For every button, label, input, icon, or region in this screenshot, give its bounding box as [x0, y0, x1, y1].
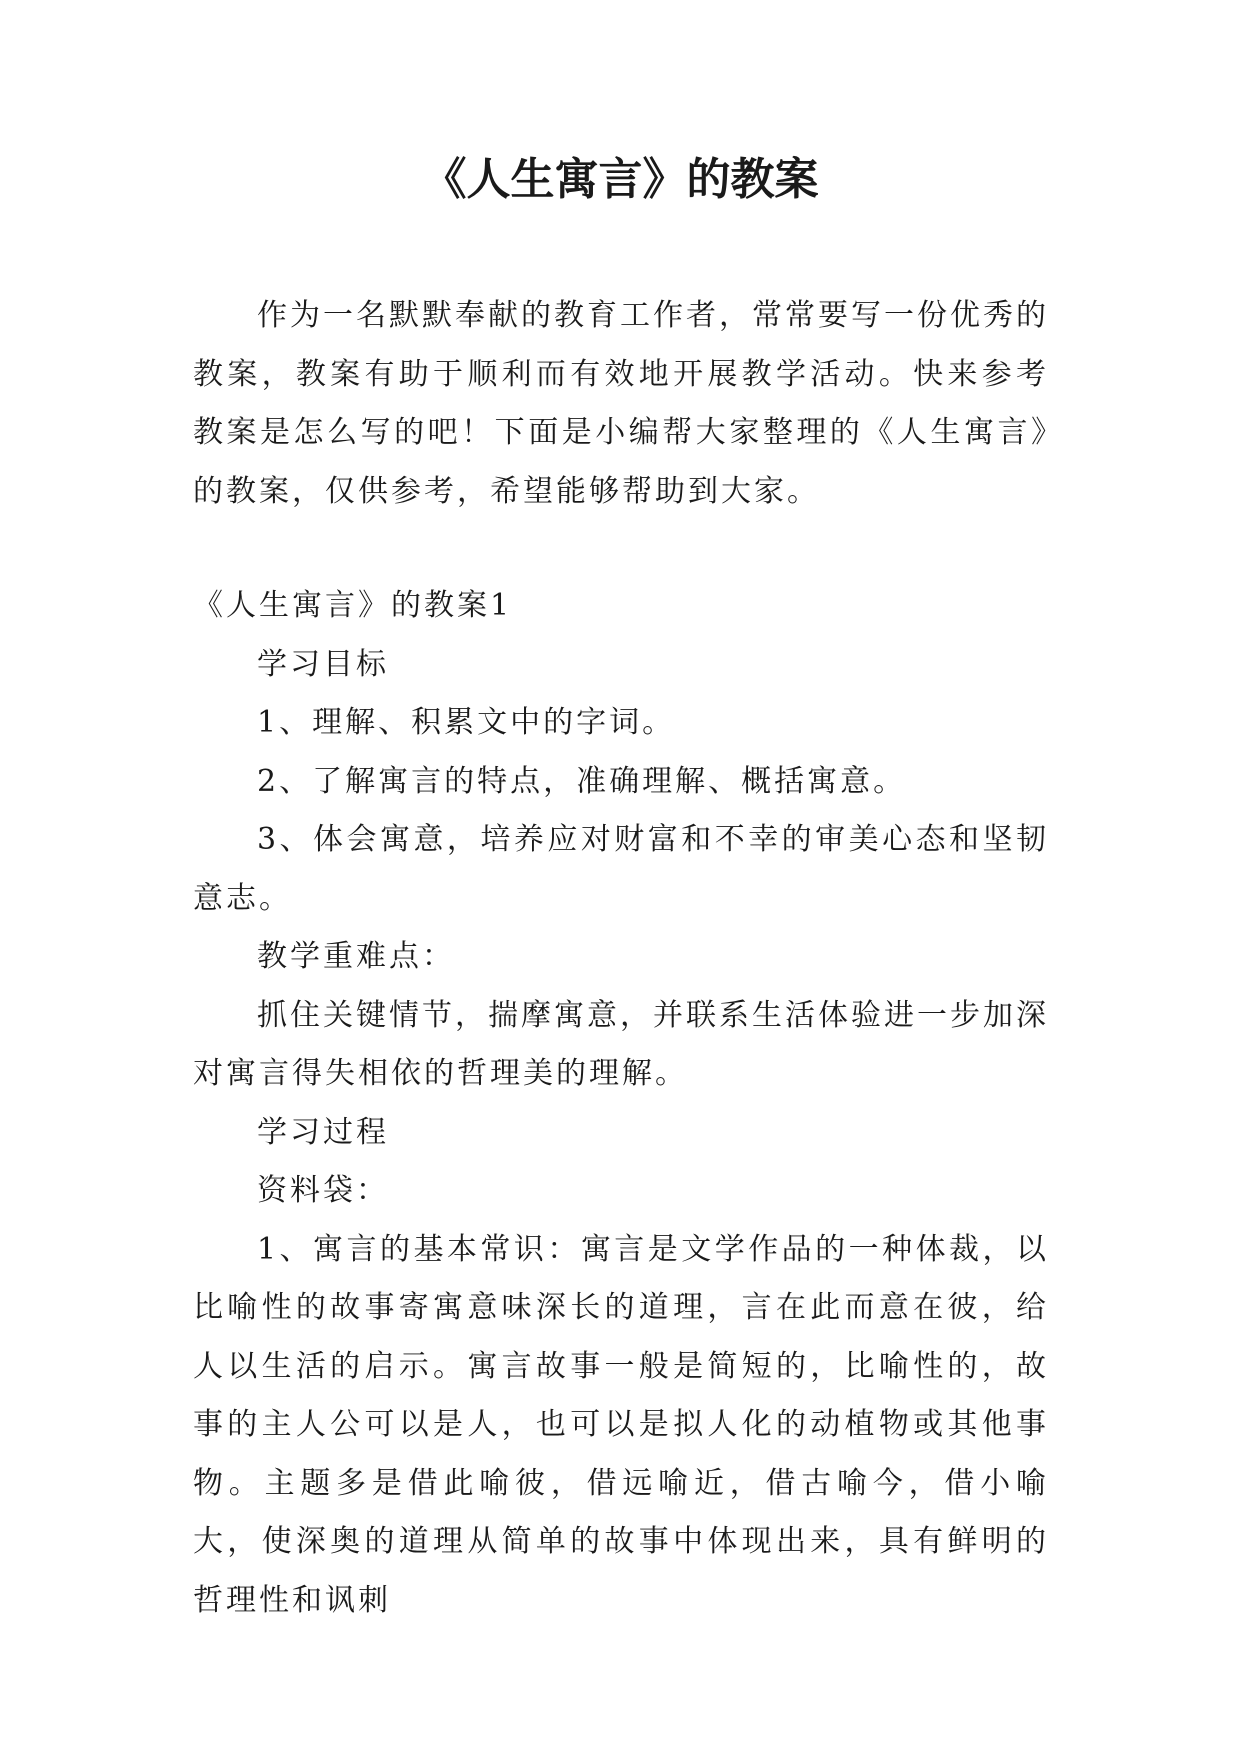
learning-process-heading: 学习过程: [257, 1114, 389, 1150]
intro-paragraph: 作为一名默默奉献的教育工作者，常常要写一份优秀的教案，教案有助于顺利而有效地开展教学活动。快来参考教案是怎么写的吧！下面是小编帮大家整理的《人生寓言》的教案，仅供参考，希望能够帮助到大家。: [193, 298, 1049, 509]
resource-bag-heading: 资料袋：: [257, 1173, 389, 1208]
goal-item-3: 3、体会寓意，培养应对财富和不幸的审美心态和坚韧意志。: [193, 822, 1049, 916]
section-heading: 《人生寓言》的教案1: [193, 588, 513, 623]
resource-item-1: 1、寓言的基本常识：寓言是文学作品的一种体裁，以比喻性的故事寄寓意味深长的道理，言在此而意在彼，给人以生活的启示。寓言故事一般是简短的，比喻性的，故事的主人公可以是人，也可以是拟人化的动植物或其他事物。主题多是借此喻彼，借远喻近，借古喻今，借小喻大，使深奥的道理从简单的故事中体现出来，具有鲜明的哲理性和讽刺: [193, 1231, 1049, 1618]
goal-item-1: 1、理解、积累文中的字词。: [257, 705, 676, 740]
intro-block: [193, 287, 1049, 521]
lesson-plan-section: [193, 577, 1049, 1630]
learning-goals-heading: 学习目标: [257, 646, 389, 682]
key-points-text: 抓住关键情节，揣摩寓意，并联系生活体验进一步加深对寓言得失相依的哲理美的理解。: [193, 997, 1049, 1091]
goal-item-2: 2、了解寓言的特点，准确理解、概括寓意。: [257, 763, 907, 799]
key-points-heading: 教学重难点：: [257, 939, 455, 974]
document-title: 《人生寓言》的教案: [422, 154, 819, 205]
